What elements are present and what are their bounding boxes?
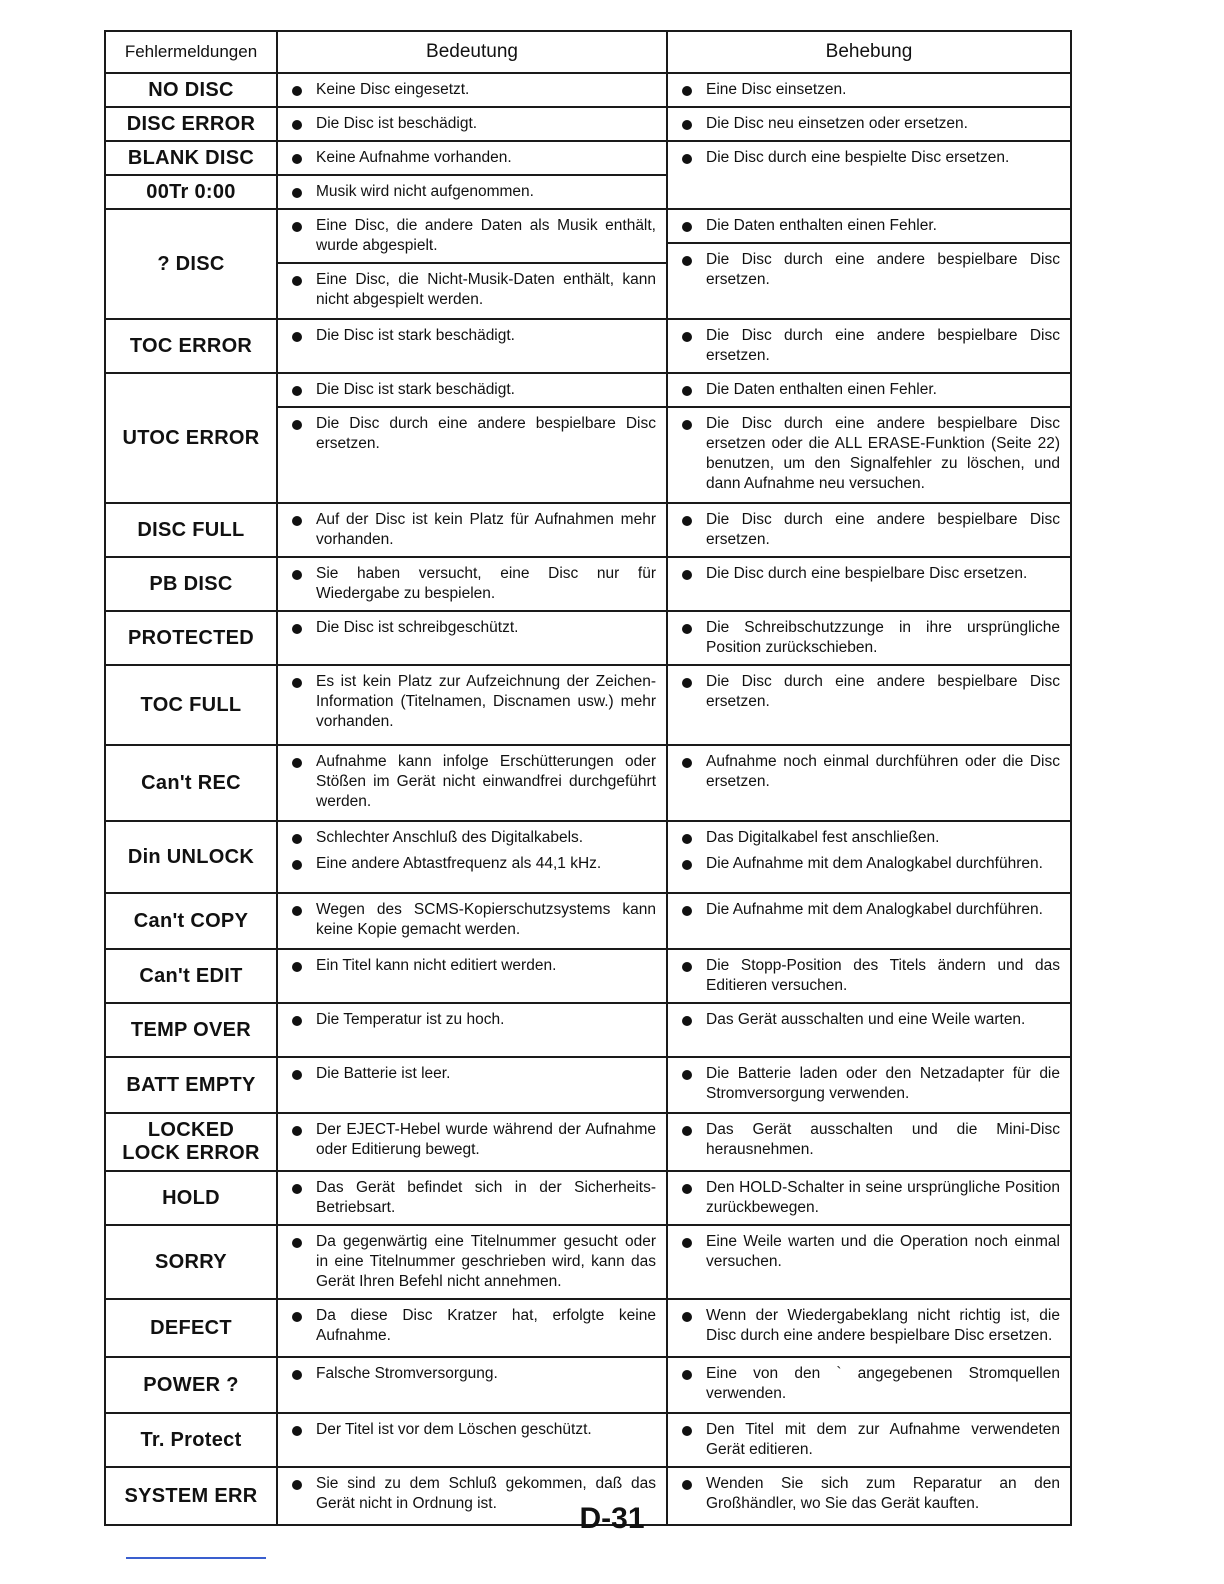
error-code-cell bbox=[105, 503, 277, 557]
remedy-cell bbox=[667, 1413, 1071, 1467]
error-code: LOCKED bbox=[147, 1119, 235, 1141]
remedy-text: Das Gerät ausschalten und die Mini-Disc herausnehmen. bbox=[706, 1121, 1060, 1158]
meaning-text: Auf der Disc ist kein Platz für Aufnahmen mehr vorhanden. bbox=[316, 511, 656, 548]
bullet-icon bbox=[292, 420, 302, 430]
remedy-cell bbox=[667, 665, 1071, 745]
meaning-text: Eine Disc, die andere Daten als Musik enthält, wurde abgespielt. bbox=[316, 217, 656, 254]
meaning-cell bbox=[277, 665, 667, 745]
bullet-icon bbox=[292, 276, 302, 286]
error-code: POWER ? bbox=[143, 1373, 239, 1396]
remedy-cell bbox=[667, 1299, 1071, 1357]
error-code: Can't COPY bbox=[133, 909, 249, 932]
meaning-cell bbox=[277, 1225, 667, 1299]
bullet-icon bbox=[292, 678, 302, 688]
bullet-icon bbox=[292, 1370, 302, 1380]
meaning-cell bbox=[277, 107, 667, 141]
remedy-text: Die Batterie laden oder den Netzadapter für die Stromversorgung verwenden. bbox=[706, 1065, 1060, 1102]
error-code-cell bbox=[105, 1225, 277, 1299]
bullet-icon bbox=[292, 1070, 302, 1080]
remedy-cell bbox=[667, 1003, 1071, 1057]
remedy-item bbox=[668, 1058, 1070, 1110]
meaning-item bbox=[278, 408, 666, 460]
meaning-item bbox=[278, 108, 666, 140]
error-code-cell bbox=[105, 1113, 277, 1171]
bullet-icon bbox=[292, 120, 302, 130]
meaning-item bbox=[278, 612, 666, 644]
table-row bbox=[105, 1057, 1071, 1113]
remedy-text: Das Digitalkabel fest anschließen. bbox=[706, 829, 940, 846]
meaning-item bbox=[278, 746, 666, 818]
remedy-text: Die Aufnahme mit dem Analogkabel durchführen. bbox=[706, 901, 1043, 918]
meaning-cell bbox=[277, 1357, 667, 1413]
meaning-cell bbox=[277, 1171, 667, 1225]
remedy-item bbox=[668, 108, 1070, 140]
remedy-cell bbox=[667, 209, 1071, 319]
error-code: Tr. Protect bbox=[140, 1428, 242, 1451]
bullet-icon bbox=[292, 516, 302, 526]
remedy-cell bbox=[667, 373, 1071, 503]
meaning-item bbox=[278, 74, 666, 106]
error-code-cell bbox=[105, 1057, 277, 1113]
bullet-icon bbox=[292, 332, 302, 342]
remedy-text: Die Daten enthalten einen Fehler. bbox=[706, 381, 937, 398]
error-code: TOC FULL bbox=[140, 693, 242, 716]
bullet-icon bbox=[682, 962, 692, 972]
meaning-cell bbox=[277, 893, 667, 949]
error-message-table bbox=[104, 30, 1072, 1526]
table-row bbox=[105, 319, 1071, 373]
meaning-cell bbox=[277, 611, 667, 665]
table-row bbox=[105, 1413, 1071, 1467]
meaning-cell bbox=[277, 1003, 667, 1057]
error-code-cell bbox=[105, 745, 277, 821]
error-code-cell bbox=[105, 175, 277, 209]
remedy-cell bbox=[667, 319, 1071, 373]
table-row bbox=[105, 821, 1071, 893]
table-row bbox=[105, 949, 1071, 1003]
bullet-icon bbox=[292, 1016, 302, 1026]
bullet-icon bbox=[682, 120, 692, 130]
meaning-text: Die Temperatur ist zu hoch. bbox=[316, 1011, 505, 1028]
remedy-group bbox=[668, 242, 1070, 296]
meaning-item bbox=[278, 176, 666, 208]
meaning-cell bbox=[277, 503, 667, 557]
meaning-text: Eine Disc, die Nicht-Musik-Daten enthält, kann nicht abgespielt werden. bbox=[316, 271, 656, 308]
remedy-item bbox=[668, 74, 1070, 106]
remedy-item bbox=[668, 142, 1070, 174]
meaning-text: Musik wird nicht aufgenommen. bbox=[316, 183, 534, 200]
error-table-wrapper bbox=[104, 30, 1070, 1526]
table-row bbox=[105, 141, 1071, 175]
meaning-item bbox=[278, 374, 666, 406]
remedy-item bbox=[668, 1114, 1070, 1166]
remedy-text: Die Disc durch eine bespielbare Disc ersetzen. bbox=[706, 565, 1028, 582]
meaning-text: Sie haben versucht, eine Disc nur für Wiedergabe zu bespielen. bbox=[316, 565, 656, 602]
meaning-text: Keine Disc eingesetzt. bbox=[316, 81, 470, 98]
table-row bbox=[105, 73, 1071, 107]
remedy-cell bbox=[667, 557, 1071, 611]
meaning-item bbox=[278, 320, 666, 352]
meaning-cell bbox=[277, 1113, 667, 1171]
bullet-icon bbox=[292, 906, 302, 916]
error-code-cell bbox=[105, 1413, 277, 1467]
error-code: ? DISC bbox=[157, 252, 225, 275]
bullet-icon bbox=[682, 1126, 692, 1136]
footer-rule bbox=[126, 1557, 266, 1559]
meaning-item bbox=[278, 1358, 666, 1390]
error-code: TEMP OVER bbox=[130, 1018, 252, 1041]
bullet-icon bbox=[292, 962, 302, 972]
meaning-text: Ein Titel kann nicht editiert werden. bbox=[316, 957, 557, 974]
bullet-icon bbox=[292, 154, 302, 164]
meaning-item bbox=[278, 894, 666, 946]
bullet-icon bbox=[682, 1238, 692, 1248]
header-remedy: Behebung bbox=[667, 31, 1071, 73]
error-code-cell bbox=[105, 319, 277, 373]
meaning-cell bbox=[277, 1413, 667, 1467]
table-row bbox=[105, 1113, 1071, 1171]
error-code: NO DISC bbox=[148, 78, 234, 101]
bullet-icon bbox=[682, 834, 692, 844]
remedy-cell bbox=[667, 73, 1071, 107]
remedy-cell bbox=[667, 1113, 1071, 1171]
meaning-cell bbox=[277, 949, 667, 1003]
table-row bbox=[105, 665, 1071, 745]
error-code: Can't EDIT bbox=[139, 964, 243, 987]
remedy-text: Die Disc durch eine andere bespielbare Disc ersetzen. bbox=[706, 673, 1060, 710]
meaning-text: Aufnahme kann infolge Erschütterungen oder Stößen im Gerät nicht einwandfrei durchgeführt werden. bbox=[316, 753, 656, 810]
bullet-icon bbox=[682, 758, 692, 768]
table-row bbox=[105, 373, 1071, 503]
meaning-item bbox=[278, 1004, 666, 1036]
meaning-group bbox=[278, 406, 666, 460]
bullet-icon bbox=[292, 1312, 302, 1322]
meaning-item bbox=[278, 1058, 666, 1090]
remedy-text: Die Disc durch eine andere bespielbare Disc ersetzen. bbox=[706, 327, 1060, 364]
remedy-item bbox=[668, 210, 1070, 242]
error-code: SORRY bbox=[155, 1250, 227, 1273]
remedy-cell bbox=[667, 503, 1071, 557]
meaning-text: Die Disc ist beschädigt. bbox=[316, 115, 478, 132]
remedy-item bbox=[668, 558, 1070, 590]
bullet-icon bbox=[292, 834, 302, 844]
meaning-text: Die Disc durch eine andere bespielbare Disc ersetzen. bbox=[316, 415, 656, 452]
remedy-item bbox=[668, 1414, 1070, 1466]
meaning-text: Eine andere Abtastfrequenz als 44,1 kHz. bbox=[316, 855, 602, 872]
bullet-icon bbox=[682, 678, 692, 688]
remedy-item bbox=[668, 950, 1070, 1002]
bullet-icon bbox=[682, 1312, 692, 1322]
meaning-item bbox=[278, 1414, 666, 1446]
meaning-cell bbox=[277, 141, 667, 175]
meaning-text: Die Disc ist stark beschädigt. bbox=[316, 381, 515, 398]
meaning-cell bbox=[277, 1299, 667, 1357]
bullet-icon bbox=[292, 570, 302, 580]
remedy-item bbox=[668, 854, 1070, 880]
meaning-item bbox=[278, 210, 666, 262]
meaning-group bbox=[278, 210, 666, 262]
error-code: SYSTEM ERR bbox=[124, 1484, 258, 1507]
remedy-text: Wenden Sie sich zum Reparatur an den Großhändler, wo Sie das Gerät kauften. bbox=[706, 1475, 1060, 1512]
bullet-icon bbox=[682, 1016, 692, 1026]
meaning-item bbox=[278, 558, 666, 610]
error-code-cell bbox=[105, 949, 277, 1003]
remedy-cell bbox=[667, 107, 1071, 141]
remedy-text: Aufnahme noch einmal durchführen oder die Disc ersetzen. bbox=[706, 753, 1060, 790]
meaning-item bbox=[278, 1300, 666, 1352]
bullet-icon bbox=[682, 86, 692, 96]
remedy-text: Eine Weile warten und die Operation noch einmal versuchen. bbox=[706, 1233, 1060, 1270]
meaning-item bbox=[278, 142, 666, 174]
bullet-icon bbox=[682, 624, 692, 634]
meaning-text: Die Disc ist stark beschädigt. bbox=[316, 327, 515, 344]
remedy-cell bbox=[667, 1057, 1071, 1113]
remedy-item bbox=[668, 1226, 1070, 1278]
meaning-item bbox=[278, 854, 666, 880]
bullet-icon bbox=[682, 906, 692, 916]
bullet-icon bbox=[292, 758, 302, 768]
remedy-text: Die Disc durch eine andere bespielbare Disc ersetzen. bbox=[706, 511, 1060, 548]
meaning-text: Die Batterie ist leer. bbox=[316, 1065, 451, 1082]
remedy-item bbox=[668, 408, 1070, 500]
meaning-text: Die Disc ist schreibgeschützt. bbox=[316, 619, 519, 636]
remedy-text: Eine Disc einsetzen. bbox=[706, 81, 847, 98]
table-row bbox=[105, 107, 1071, 141]
bullet-icon bbox=[292, 624, 302, 634]
meaning-text: Schlechter Anschluß des Digitalkabels. bbox=[316, 829, 584, 846]
meaning-item bbox=[278, 950, 666, 982]
error-code-cell bbox=[105, 373, 277, 503]
meaning-item bbox=[278, 822, 666, 854]
error-code: DISC ERROR bbox=[126, 112, 256, 135]
bullet-icon bbox=[682, 1184, 692, 1194]
remedy-text: Die Disc durch eine andere bespielbare Disc ersetzen. bbox=[706, 251, 1060, 288]
error-code: PROTECTED bbox=[127, 626, 255, 649]
table-row bbox=[105, 1357, 1071, 1413]
remedy-cell bbox=[667, 949, 1071, 1003]
error-code-cell bbox=[105, 141, 277, 175]
bullet-icon bbox=[292, 86, 302, 96]
bullet-icon bbox=[682, 516, 692, 526]
table-row bbox=[105, 1171, 1071, 1225]
meaning-text: Sie sind zu dem Schluß gekommen, daß das Gerät nicht in Ordnung ist. bbox=[316, 1475, 656, 1512]
meaning-cell bbox=[277, 1057, 667, 1113]
remedy-item bbox=[668, 320, 1070, 372]
table-row bbox=[105, 1225, 1071, 1299]
bullet-icon bbox=[682, 1370, 692, 1380]
remedy-item bbox=[668, 1300, 1070, 1352]
error-code: Can't REC bbox=[141, 771, 241, 794]
remedy-cell bbox=[667, 1357, 1071, 1413]
remedy-item bbox=[668, 822, 1070, 854]
bullet-icon bbox=[682, 1426, 692, 1436]
bullet-icon bbox=[682, 386, 692, 396]
remedy-text: Den Titel mit dem zur Aufnahme verwendeten Gerät editieren. bbox=[706, 1421, 1060, 1458]
bullet-icon bbox=[292, 1426, 302, 1436]
remedy-text: Die Disc durch eine andere bespielbare Disc ersetzen oder die ALL ERASE-Funktion (Seite 22) benutzen, um den Signalfehler zu löschen, und dann Aufnahme neu versuchen. bbox=[706, 415, 1060, 492]
table-row bbox=[105, 1003, 1071, 1057]
remedy-text: Wenn der Wiedergabeklang nicht richtig ist, die Disc durch eine andere bespielbare Disc ersetzen. bbox=[706, 1307, 1060, 1344]
meaning-item bbox=[278, 1226, 666, 1298]
bullet-icon bbox=[292, 1480, 302, 1490]
meaning-cell bbox=[277, 557, 667, 611]
table-header-row bbox=[105, 31, 1071, 73]
error-code: Din UNLOCK bbox=[127, 845, 255, 868]
meaning-item bbox=[278, 1172, 666, 1224]
meaning-cell bbox=[277, 73, 667, 107]
error-code-cell bbox=[105, 209, 277, 319]
remedy-item bbox=[668, 374, 1070, 406]
error-code: TOC ERROR bbox=[129, 334, 253, 357]
bullet-icon bbox=[292, 222, 302, 232]
error-code-cell bbox=[105, 611, 277, 665]
remedy-text: Das Gerät ausschalten und eine Weile warten. bbox=[706, 1011, 1026, 1028]
bullet-icon bbox=[682, 332, 692, 342]
bullet-icon bbox=[292, 386, 302, 396]
remedy-cell bbox=[667, 821, 1071, 893]
meaning-text: Der Titel ist vor dem Löschen geschützt. bbox=[316, 1421, 592, 1438]
table-row bbox=[105, 503, 1071, 557]
remedy-item bbox=[668, 244, 1070, 296]
error-code-cell bbox=[105, 1299, 277, 1357]
table-row bbox=[105, 611, 1071, 665]
meaning-cell bbox=[277, 209, 667, 319]
meaning-cell bbox=[277, 821, 667, 893]
error-code: DEFECT bbox=[150, 1316, 232, 1339]
meaning-cell bbox=[277, 319, 667, 373]
bullet-icon bbox=[682, 154, 692, 164]
remedy-text: Eine von den ` angegebenen Stromquellen verwenden. bbox=[706, 1365, 1060, 1402]
remedy-item bbox=[668, 746, 1070, 798]
error-code: BATT EMPTY bbox=[126, 1073, 256, 1096]
bullet-icon bbox=[682, 1070, 692, 1080]
meaning-item bbox=[278, 1114, 666, 1166]
meaning-text: Das Gerät befindet sich in der Sicherheits-Betriebsart. bbox=[316, 1179, 656, 1216]
remedy-text: Die Daten enthalten einen Fehler. bbox=[706, 217, 937, 234]
error-code: PB DISC bbox=[149, 572, 233, 595]
remedy-text: Die Disc durch eine bespielte Disc ersetzen. bbox=[706, 149, 1010, 166]
bullet-icon bbox=[682, 256, 692, 266]
remedy-cell bbox=[667, 141, 1071, 209]
error-code-cell bbox=[105, 557, 277, 611]
bullet-icon bbox=[292, 1126, 302, 1136]
meaning-group bbox=[278, 262, 666, 316]
bullet-icon bbox=[682, 222, 692, 232]
bullet-icon bbox=[682, 1480, 692, 1490]
error-code: DISC FULL bbox=[137, 518, 245, 541]
remedy-item bbox=[668, 894, 1070, 926]
meaning-text: Da diese Disc Kratzer hat, erfolgte keine Aufnahme. bbox=[316, 1307, 656, 1344]
remedy-text: Die Stopp-Position des Titels ändern und das Editieren versuchen. bbox=[706, 957, 1060, 994]
bullet-icon bbox=[292, 860, 302, 870]
meaning-cell bbox=[277, 373, 667, 503]
meaning-text: Da gegenwärtig eine Titelnummer gesucht oder in eine Titelnummer geschrieben wird, kann das Gerät Ihren Befehl nicht annehmen. bbox=[316, 1233, 656, 1290]
error-code-cell bbox=[105, 1003, 277, 1057]
bullet-icon bbox=[682, 570, 692, 580]
meaning-item bbox=[278, 504, 666, 556]
error-code-cell bbox=[105, 1171, 277, 1225]
remedy-cell bbox=[667, 1171, 1071, 1225]
table-row bbox=[105, 1299, 1071, 1357]
remedy-cell bbox=[667, 893, 1071, 949]
meaning-item bbox=[278, 264, 666, 316]
header-meaning: Bedeutung bbox=[277, 31, 667, 73]
table-row bbox=[105, 893, 1071, 949]
remedy-item bbox=[668, 666, 1070, 718]
bullet-icon bbox=[292, 1238, 302, 1248]
error-code-cell bbox=[105, 1357, 277, 1413]
error-code: BLANK DISC bbox=[127, 146, 255, 169]
meaning-text: Wegen des SCMS-Kopierschutzsystems kann keine Kopie gemacht werden. bbox=[316, 901, 656, 938]
remedy-item bbox=[668, 504, 1070, 556]
error-code: UTOC ERROR bbox=[122, 426, 260, 449]
remedy-item bbox=[668, 1004, 1070, 1036]
meaning-group bbox=[278, 374, 666, 406]
remedy-group bbox=[668, 406, 1070, 500]
remedy-item bbox=[668, 612, 1070, 664]
error-code-cell bbox=[105, 893, 277, 949]
error-code-alt: LOCK ERROR bbox=[122, 1142, 260, 1164]
table-row bbox=[105, 745, 1071, 821]
error-code-cell bbox=[105, 665, 277, 745]
remedy-group bbox=[668, 374, 1070, 406]
meaning-text: Falsche Stromversorgung. bbox=[316, 1365, 498, 1382]
remedy-text: Den HOLD-Schalter in seine ursprüngliche Position zurückbewegen. bbox=[706, 1179, 1060, 1216]
error-code-cell bbox=[105, 73, 277, 107]
bullet-icon bbox=[292, 188, 302, 198]
table-body bbox=[105, 73, 1071, 1525]
error-code-cell bbox=[105, 107, 277, 141]
remedy-text: Die Schreibschutzzunge in ihre ursprüngliche Position zurückschieben. bbox=[706, 619, 1060, 656]
page-number: D-31 bbox=[579, 1502, 645, 1535]
bullet-icon bbox=[292, 1184, 302, 1194]
remedy-cell bbox=[667, 1225, 1071, 1299]
meaning-item bbox=[278, 666, 666, 738]
remedy-item bbox=[668, 1358, 1070, 1410]
remedy-cell bbox=[667, 611, 1071, 665]
meaning-text: Es ist kein Platz zur Aufzeichnung der Zeichen-Information (Titelnamen, Discnamen usw.) mehr vorhanden. bbox=[316, 673, 656, 730]
meaning-text: Keine Aufnahme vorhanden. bbox=[316, 149, 512, 166]
bullet-icon bbox=[682, 860, 692, 870]
remedy-cell bbox=[667, 745, 1071, 821]
meaning-cell bbox=[277, 745, 667, 821]
bullet-icon bbox=[682, 420, 692, 430]
remedy-item bbox=[668, 1172, 1070, 1224]
table-row bbox=[105, 209, 1071, 319]
error-code-cell bbox=[105, 821, 277, 893]
header-error-messages: Fehlermeldungen bbox=[105, 31, 277, 73]
meaning-cell bbox=[277, 175, 667, 209]
remedy-text: Die Disc neu einsetzen oder ersetzen. bbox=[706, 115, 968, 132]
error-code: 00Tr 0:00 bbox=[146, 180, 236, 203]
error-code: HOLD bbox=[162, 1186, 220, 1209]
table-row bbox=[105, 557, 1071, 611]
remedy-group bbox=[668, 210, 1070, 242]
meaning-text: Der EJECT-Hebel wurde während der Aufnahme oder Editierung bewegt. bbox=[316, 1121, 656, 1158]
remedy-text: Die Aufnahme mit dem Analogkabel durchführen. bbox=[706, 855, 1043, 872]
